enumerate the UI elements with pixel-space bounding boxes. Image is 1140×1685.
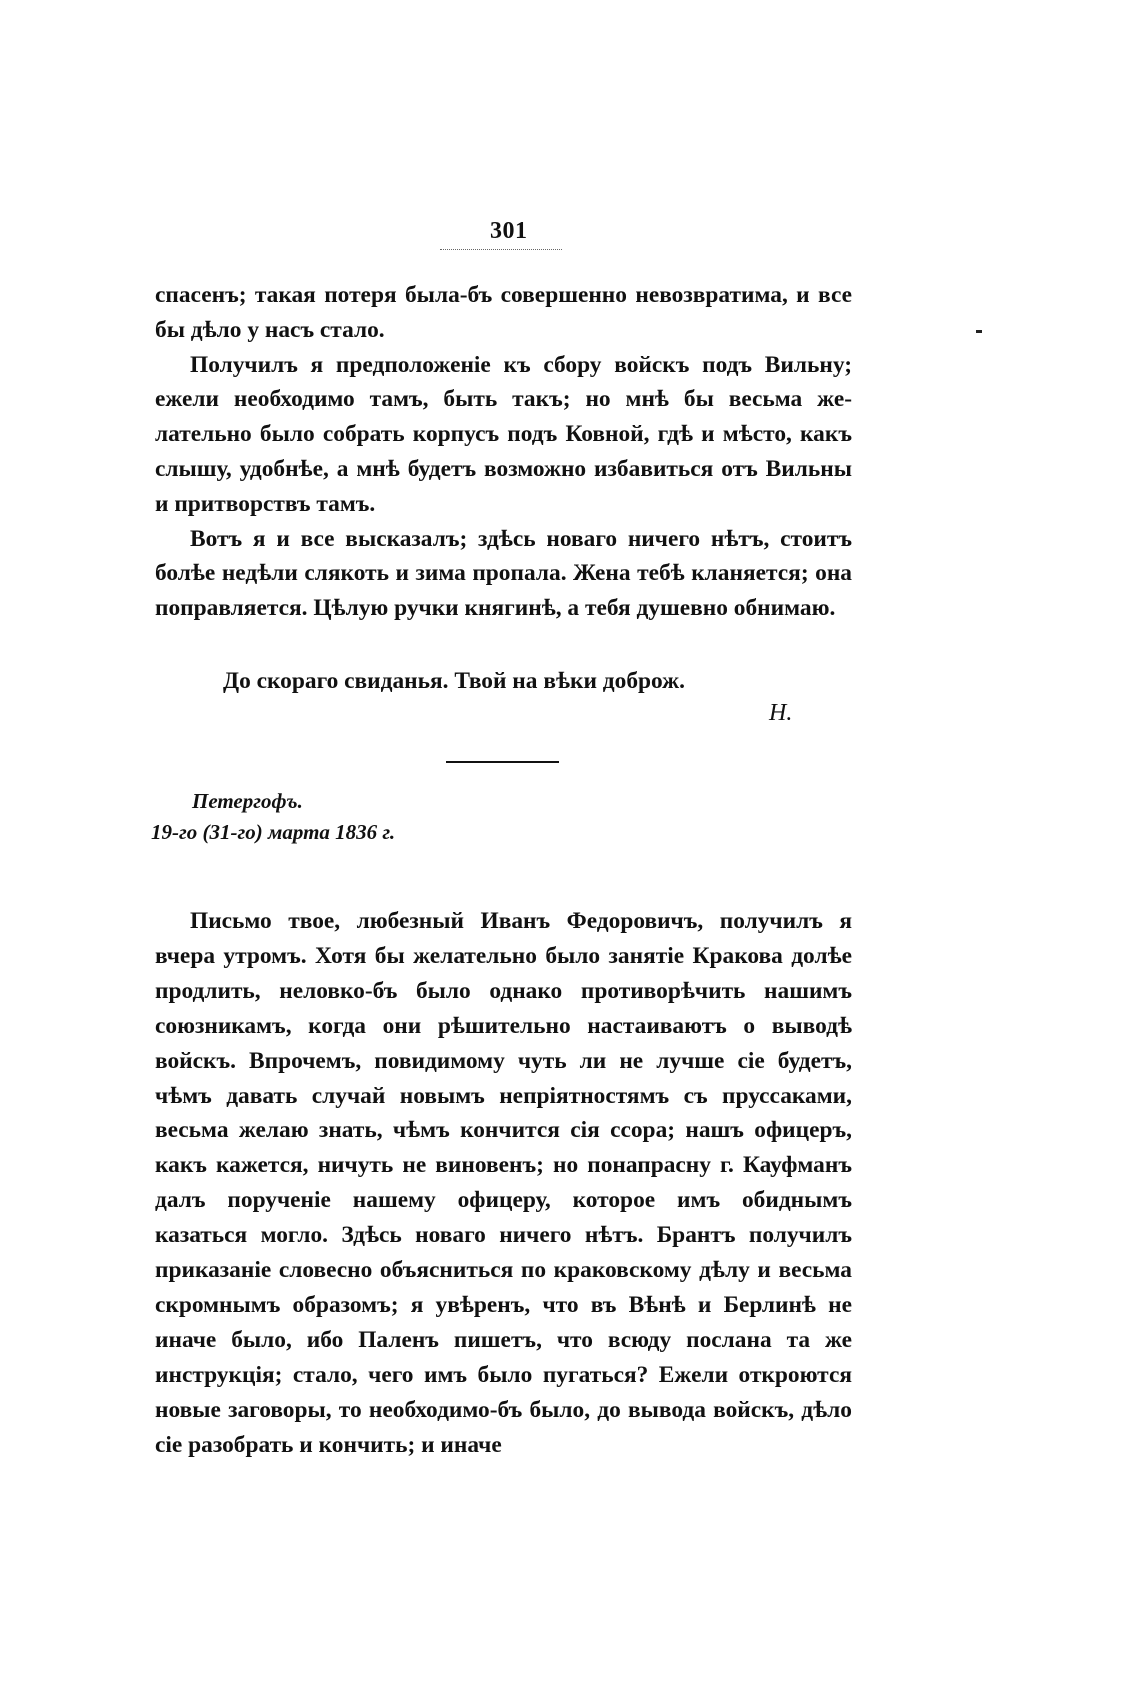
paragraph: Получилъ я предположеніе къ сбору войскъ подъ Вильну; ежели необходимо тамъ, быть такъ; но мнѣ бы весьма желательно было собрать корпусъ подъ Ковной, гдѣ и мѣсто, какъ слышу, удобнѣе, а мнѣ будетъ возможно избавиться отъ Вильны и притворствъ тамъ. <box>155 351 852 517</box>
section-separator <box>446 761 559 763</box>
letter-closing: До скораго свиданья. Твой на вѣки доброж. <box>223 668 685 694</box>
page-number: 301 <box>490 218 528 244</box>
scan-mark <box>976 330 982 333</box>
letter-body <box>155 278 852 626</box>
letter-body <box>155 904 852 1463</box>
paragraph: Вотъ я и все высказалъ; здѣсь новаго ничего нѣтъ, стоитъ болѣе недѣли слякоть и зима пропала. Жена тебѣ кланяется; она поправляется. Цѣлую ручки княгинѣ, а тебя душевно обнимаю. <box>155 525 852 622</box>
page-number-rule <box>440 249 562 250</box>
letter-place: Петергофъ. <box>192 789 303 813</box>
paragraph-continuation: спасенъ; такая потеря была-бъ совершенно невозвратима, и все бы дѣло у насъ стало. <box>155 282 852 343</box>
letter-signature: Н. <box>769 700 793 726</box>
letter-date: 19-го (31-го) марта 1836 г. <box>151 820 396 844</box>
paragraph: Письмо твое, любезный Иванъ Федоровичъ, получилъ я вчера утромъ. Хотя бы желательно было занятіе Кракова долѣе продлить, неловко-бъ было однако противорѣчить нашимъ союзникамъ, когда они рѣшительно настаиваютъ о выводѣ войскъ. Впрочемъ, повидимому чуть ли не лучше сіе будетъ, чѣмъ давать случай новымъ непріятностямъ съ пруссаками, весьма желаю знать, чѣмъ кончится сія ссора; нашъ офицеръ, какъ кажется, ничуть не виновенъ; но понапрасну г. Кауфманъ далъ порученіе нашему офицеру, которое имъ обиднымъ казаться могло. Здѣсь новаго ничего нѣтъ. Брантъ получилъ приказаніе словесно объясниться по краковскому дѣлу и весьма скромнымъ образомъ; я увѣренъ, что въ Вѣнѣ и Берлинѣ не иначе было, ибо Паленъ пишетъ, что всюду послана та же инструкція; стало, чего имъ было пугаться? Ежели откроются новые заговоры, то необходимо-бъ было, до вывода войскъ, дѣло сіе разобрать и кончить; и иначе <box>155 908 852 1458</box>
